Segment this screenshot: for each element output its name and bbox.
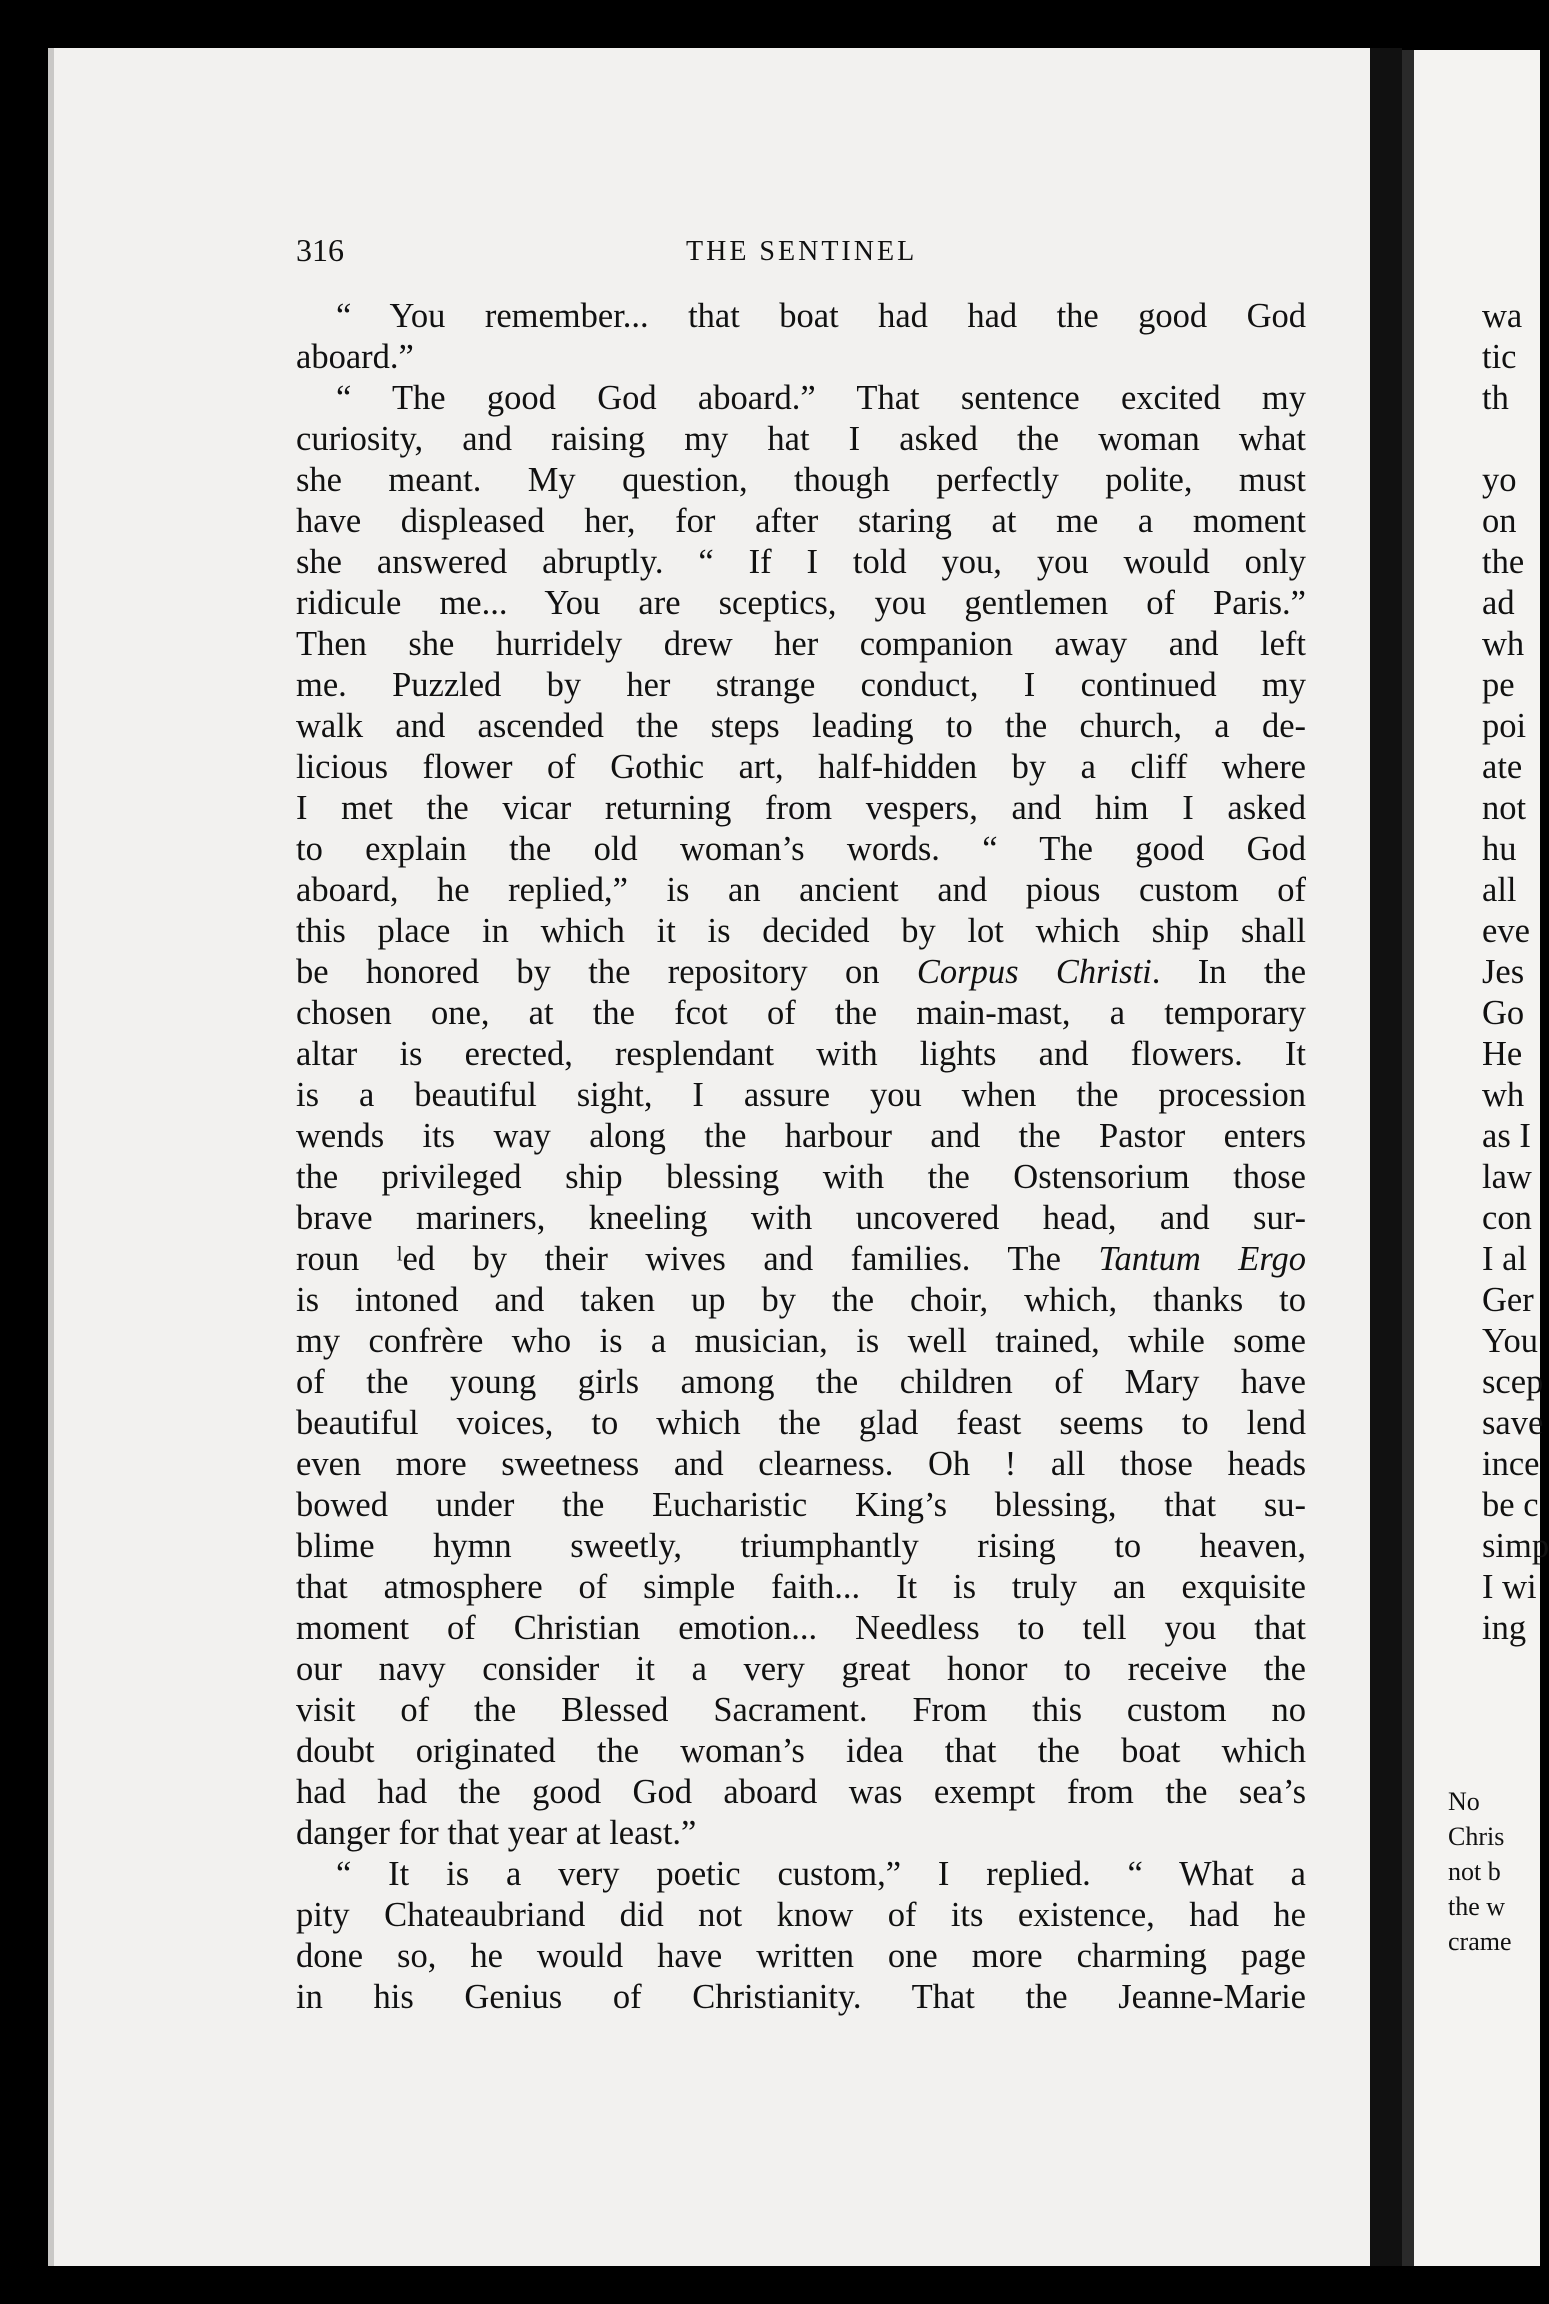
right-text-line: eve (1482, 912, 1530, 950)
text-line: me. Puzzled by her strange conduct, I continued my (296, 666, 1306, 704)
text-line: is intoned and taken up by the choir, which, thanks to (296, 1281, 1306, 1319)
text-line: blime hymn sweetly, triumphantly rising to heaven, (296, 1527, 1306, 1565)
italic-tantum-ergo: Tantum Ergo (1098, 1240, 1306, 1278)
right-text-line: ad (1482, 584, 1515, 622)
right-text-line: simp (1482, 1527, 1549, 1565)
text-line: wends its way along the harbour and the Pastor enters (296, 1117, 1306, 1155)
text-line: visit of the Blessed Sacrament. From this custom no (296, 1691, 1306, 1729)
text-line: chosen one, at the fcot of the main-mast, a temporary (296, 994, 1306, 1032)
text-line: altar is erected, resplendant with lights and flowers. It (296, 1035, 1306, 1073)
text-line: “ You remember... that boat had had the good God (336, 297, 1306, 335)
page-header (296, 232, 1306, 272)
text-line: my confrère who is a musician, is well trained, while some (296, 1322, 1306, 1360)
right-footnote-line: the w (1448, 1892, 1506, 1921)
right-text-line: wa (1482, 297, 1523, 335)
text-line: moment of Christian emotion... Needless to tell you that (296, 1609, 1306, 1647)
text-line: had had the good God aboard was exempt from the sea’s (296, 1773, 1306, 1811)
right-text-line: I al (1482, 1240, 1528, 1278)
text-line: I met the vicar returning from vespers, and him I asked (296, 789, 1306, 827)
book-gutter (1370, 48, 1402, 2266)
text-line: aboard.” (296, 338, 414, 376)
text-line: aboard, he replied,” is an ancient and pious custom of (296, 871, 1306, 909)
right-text-line: Jes (1482, 953, 1525, 991)
right-text-line: hu (1482, 830, 1517, 868)
text-line: licious flower of Gothic art, half-hidden by a cliff where (296, 748, 1306, 786)
text-line: Then she hurridely drew her companion away and left (296, 625, 1306, 663)
right-text-line (1482, 419, 1528, 460)
right-text-line: on (1482, 502, 1517, 540)
text-line: pity Chateaubriand did not know of its existence, had he (296, 1896, 1306, 1934)
text-segment: . In the (1151, 953, 1307, 991)
text-segment: roun ˡed by their wives and families. The (296, 1240, 1099, 1278)
right-text-line: the (1482, 543, 1525, 581)
right-text-line: poi (1482, 707, 1527, 745)
text-line: “ The good God aboard.” That sentence excited my (336, 379, 1306, 417)
right-text-line: not (1482, 789, 1527, 827)
text-line: curiosity, and raising my hat I asked the woman what (296, 420, 1306, 458)
right-text-line: con (1482, 1199, 1532, 1237)
right-text-line: as I (1482, 1117, 1531, 1155)
text-line: in his Genius of Christianity. That the Jeanne-Marie (296, 1978, 1306, 2016)
right-text-line: be c (1482, 1486, 1539, 1524)
right-footnote-line: No (1448, 1787, 1480, 1816)
right-text-line: pe (1482, 666, 1515, 704)
right-text-line: law (1482, 1158, 1532, 1196)
text-segment: be honored by the repository on (296, 953, 917, 991)
text-line: our navy consider it a very great honor to receive the (296, 1650, 1306, 1688)
right-text-line: th (1482, 379, 1509, 417)
right-text-line: I wi (1482, 1568, 1537, 1606)
text-line: the privileged ship blessing with the Ostensorium those (296, 1158, 1306, 1196)
right-text-line: You (1482, 1322, 1538, 1360)
text-line: she answered abruptly. “ If I told you, you would only (296, 543, 1306, 581)
text-line: doubt originated the woman’s idea that the boat which (296, 1732, 1306, 1770)
right-page-footnote (1448, 1784, 1528, 1959)
text-line: of the young girls among the children of Mary have (296, 1363, 1306, 1401)
text-line: done so, he would have written one more charming page (296, 1937, 1306, 1975)
page-number: 316 (296, 232, 344, 268)
text-line-tantum-ergo (296, 1239, 1306, 1280)
text-line: walk and ascended the steps leading to the church, a de- (296, 707, 1306, 745)
right-text-line: tic (1482, 338, 1517, 376)
right-text-line: ing (1482, 1609, 1527, 1647)
body-text (296, 296, 1306, 2018)
right-text-line: yo (1482, 461, 1517, 499)
right-text-line: wh (1482, 625, 1525, 663)
right-text-line: Ger (1482, 1281, 1534, 1319)
text-line: danger for that year at least.” (296, 1814, 697, 1852)
right-footnote-line: not b (1448, 1857, 1501, 1886)
text-line: that atmosphere of simple faith... It is truly an exquisite (296, 1568, 1306, 1606)
right-page-text (1482, 296, 1549, 1649)
text-line: ridicule me... You are sceptics, you gentlemen of Paris.” (296, 584, 1306, 622)
text-line-corpus-christi (296, 952, 1306, 993)
right-text-line: He (1482, 1035, 1523, 1073)
running-head: THE SENTINEL (686, 236, 918, 267)
italic-corpus-christi: Corpus Christi (916, 953, 1152, 991)
text-line: she meant. My question, though perfectly polite, must (296, 461, 1306, 499)
right-footnote-line: Chris (1448, 1822, 1505, 1851)
text-line: this place in which it is decided by lot which ship shall (296, 912, 1306, 950)
text-line: brave mariners, kneeling with uncovered head, and sur- (296, 1199, 1306, 1237)
text-line: bowed under the Eucharistic King’s blessing, that su- (296, 1486, 1306, 1524)
right-text-line: Go (1482, 994, 1525, 1032)
right-text-line: all (1482, 871, 1517, 909)
right-text-line: wh (1482, 1076, 1525, 1114)
text-line: to explain the old woman’s words. “ The good God (296, 830, 1306, 868)
text-line: even more sweetness and clearness. Oh ! all those heads (296, 1445, 1306, 1483)
right-text-line: scep (1482, 1363, 1544, 1401)
text-line: beautiful voices, to which the glad feast seems to lend (296, 1404, 1306, 1442)
right-text-line: ince (1482, 1445, 1540, 1483)
right-text-line: save (1482, 1404, 1544, 1442)
right-text-line: ate (1482, 748, 1523, 786)
text-line: “ It is a very poetic custom,” I replied. “ What a (336, 1855, 1306, 1893)
text-line: is a beautiful sight, I assure you when the procession (296, 1076, 1306, 1114)
text-line: have displeased her, for after staring at me a moment (296, 502, 1306, 540)
right-footnote-line: crame (1448, 1927, 1512, 1956)
